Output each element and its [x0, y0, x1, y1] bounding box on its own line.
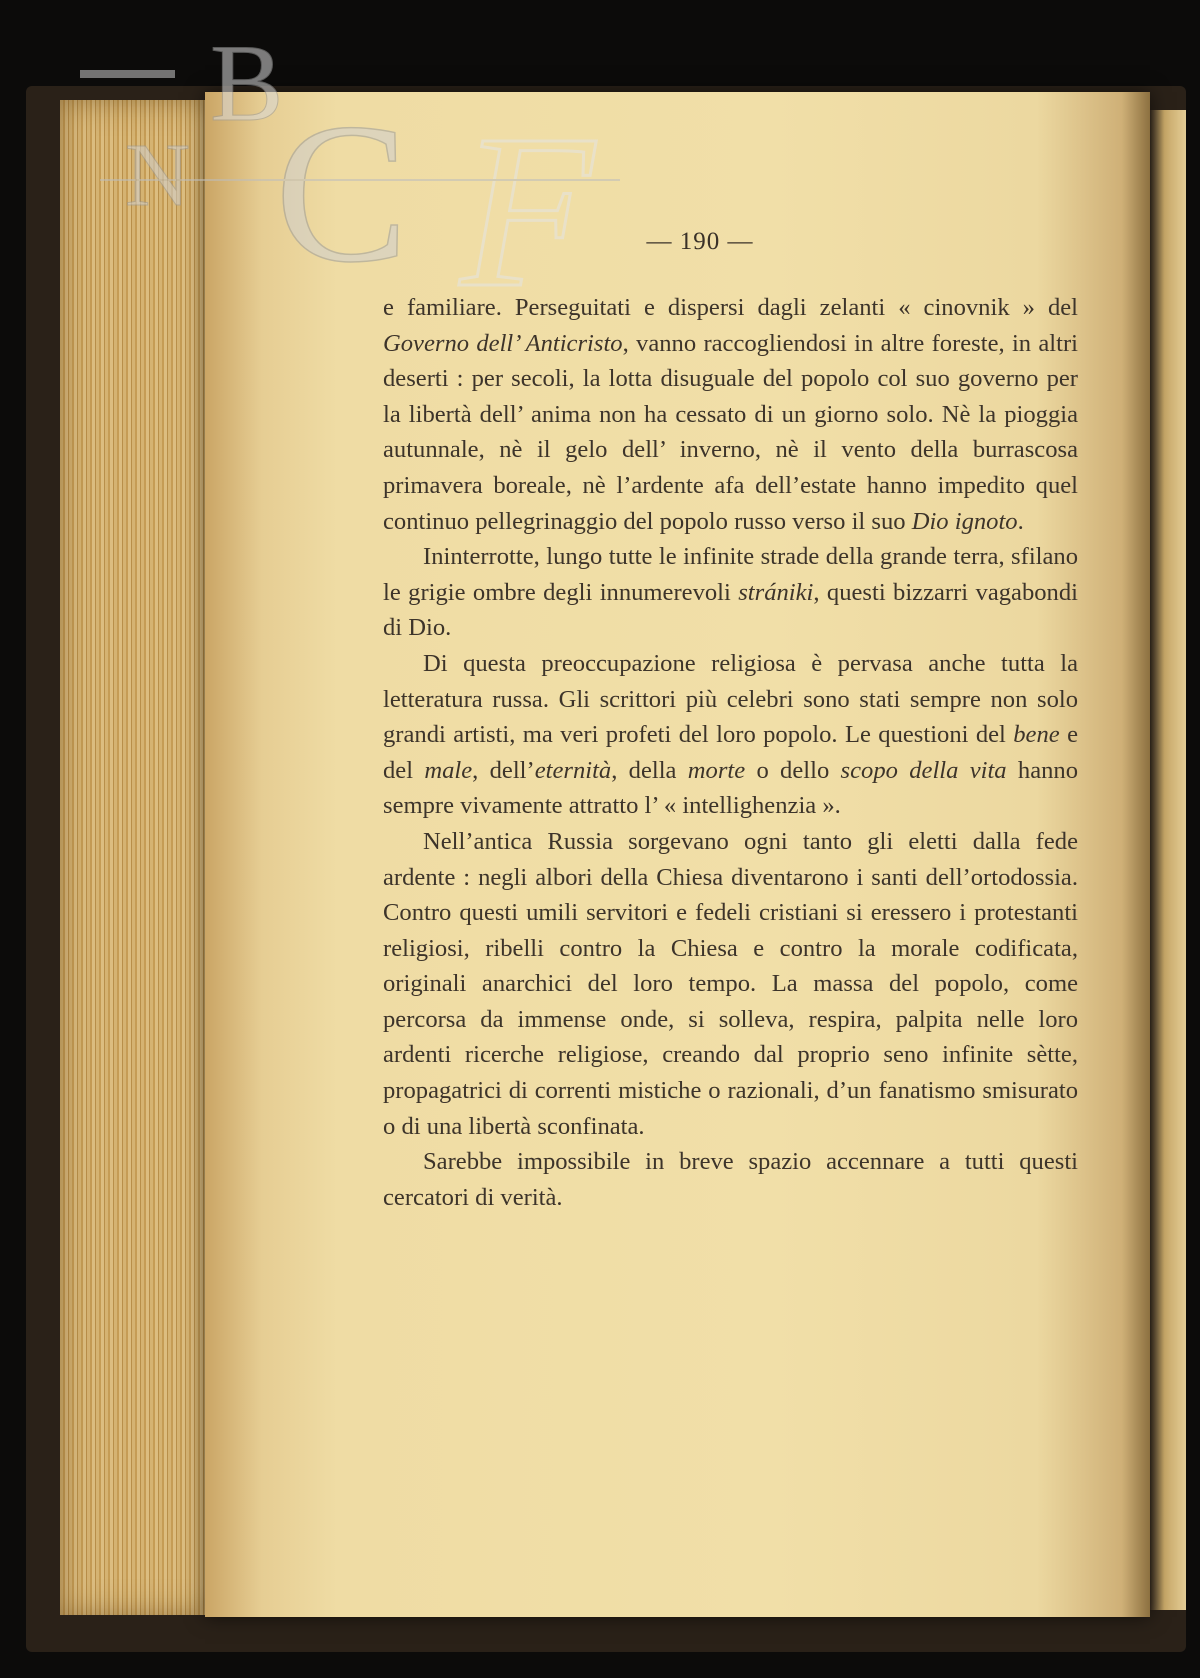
italic-text: bene: [1013, 721, 1060, 749]
paragraph: [383, 646, 1078, 824]
text-run: , questi bizzarri vagabondi di Dio.: [383, 578, 1078, 642]
italic-text: strániki: [738, 578, 814, 606]
italic-text: scopo della vita: [840, 756, 1007, 784]
text-run: e familiare. Perseguitati e dispersi dagli zelanti « cinovnik » del: [383, 294, 1078, 321]
text-run: .: [1017, 507, 1024, 535]
text-run: , vanno raccogliendosi in altre foreste, in altri deserti : per secoli, la lotta disuguale del popolo col suo governo per la libertà dell’ anima non ha cessato di un giorno solo. Nè la pioggia autunnale, nè il gelo dell’ inverno, nè il vento della burrascosa primavera boreale, nè l’ardente afa dell’estate hanno impedito quel continuo pellegrinaggio del popolo russo verso il suo: [383, 329, 1078, 535]
italic-text: eternità: [534, 756, 612, 784]
text-run: hanno sempre vivamente attratto l’ « intellighenzia ».: [383, 756, 1079, 820]
library-watermark-logo: [80, 30, 720, 320]
italic-text: Dio ignoto: [911, 507, 1018, 535]
text-run: Di questa preoccupazione religiosa è pervasa anche tutta la letteratura russa. Gli scrittori più celebri sono stati sempre non solo grandi artisti, ma veri profeti del loro popolo. Le questioni del: [383, 649, 1078, 749]
watermark-letter-f: F: [460, 89, 595, 320]
watermark-letter-n: N: [125, 126, 190, 225]
body-text: [383, 290, 1078, 1215]
text-run: e del: [383, 721, 1078, 784]
text-run: Nell’antica Russia sorgevano ogni tanto gli eletti dalla fede ardente : negli albori della Chiesa diventarono i santi dell’ortodossia. Contro questi umili servitori e fedeli cristiani si eressero i protestanti religiosi, ribelli contro la Chiesa e contro la morale codificata, originali anarchici del loro tempo. La massa del popolo, come percorsa da immense onde, si solleva, respira, palpita nelle loro ardenti ricerche religiose, creando dal proprio seno infinite sètte, propagatrici di correnti mistiche o razionali, d’un fanatismo smisurato o di una libertà sconfinata.: [383, 827, 1078, 1140]
text-run: Sarebbe impossibile in breve spazio accennare a tutti questi cercatori di verità.: [383, 1148, 1078, 1211]
paragraph: [383, 539, 1078, 646]
text-run: o dello: [745, 756, 841, 784]
watermark-letter-b: B: [210, 30, 284, 144]
italic-text: Governo dell’ Anticristo: [383, 329, 623, 357]
text-run: , della: [611, 756, 688, 784]
italic-text: male: [424, 756, 473, 784]
watermark-letter-c: C: [275, 83, 409, 304]
text-run: , dell’: [472, 756, 535, 784]
italic-text: morte: [687, 756, 746, 784]
paragraph: [383, 824, 1078, 1144]
paragraph: [383, 1144, 1078, 1215]
facing-page-edge: [1150, 110, 1186, 1610]
text-run: Ininterrotte, lungo tutte le infinite strade della grande terra, sfilano le grigie ombre degli innumerevoli: [383, 543, 1078, 606]
paragraph: [383, 290, 1078, 539]
page-number: — 190 —: [646, 228, 754, 255]
